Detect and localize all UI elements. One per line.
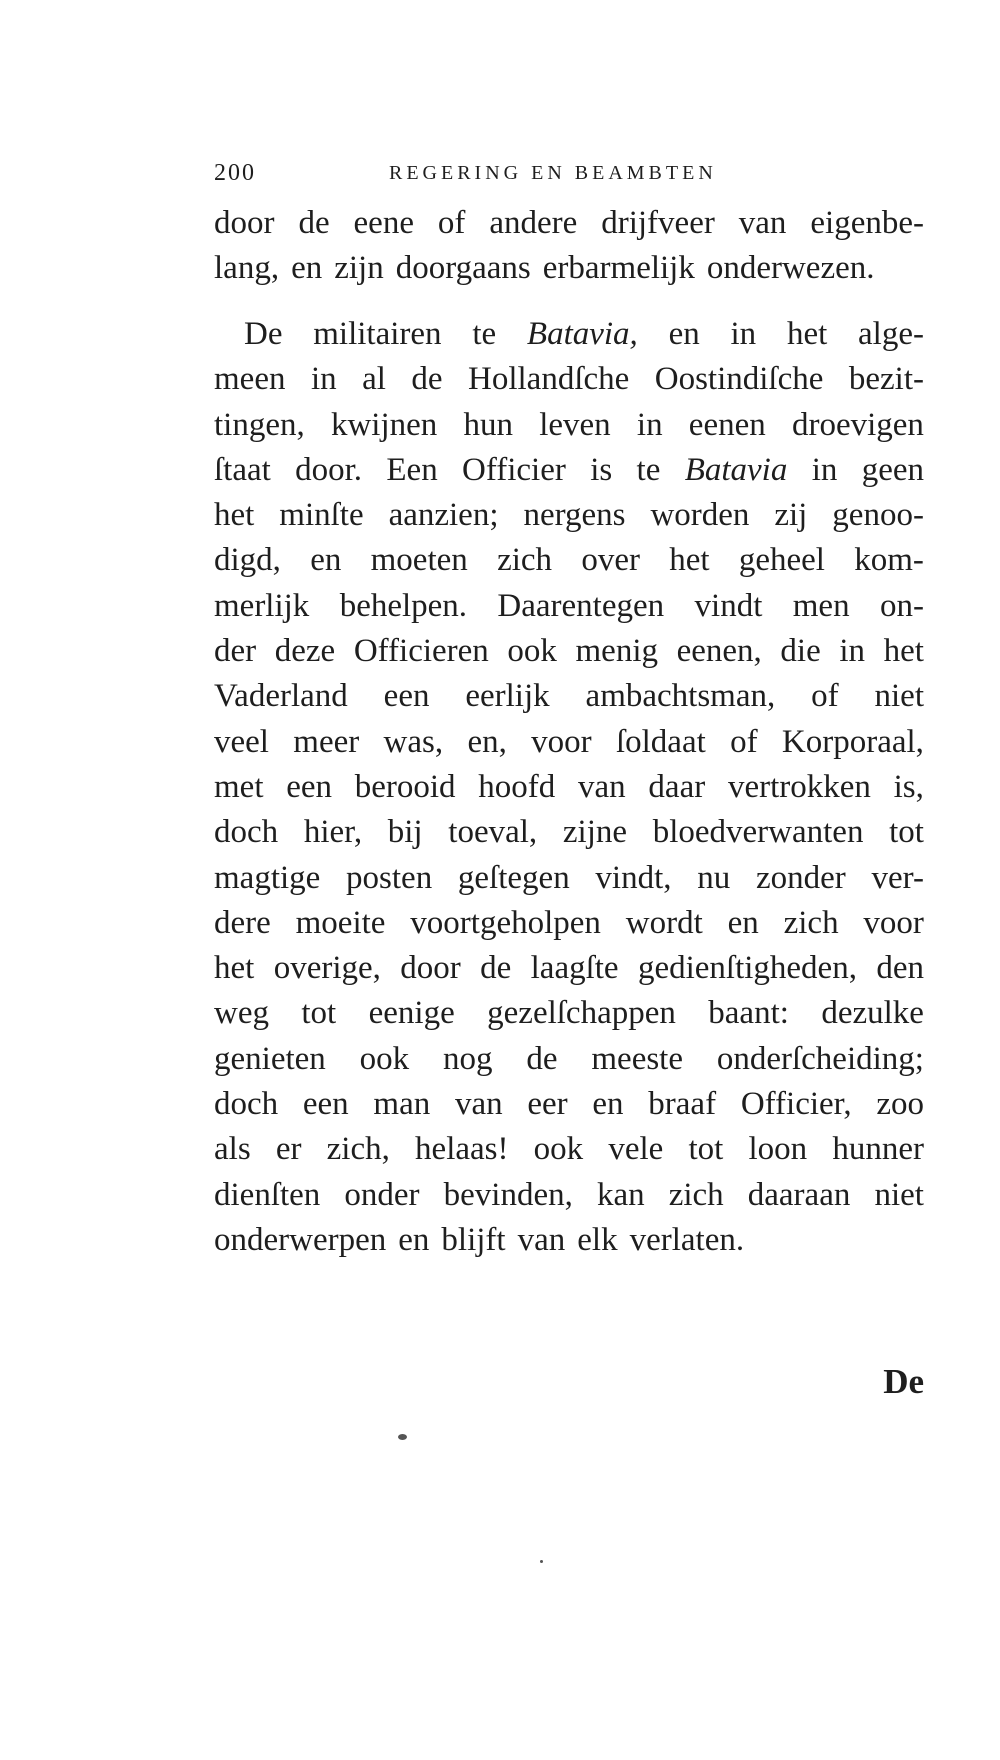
- text-line: [214, 1218, 924, 1263]
- word: Batavia,: [526, 316, 638, 352]
- text-line: [214, 765, 924, 810]
- word: voortgeholpen: [410, 904, 601, 941]
- word: niet: [874, 1176, 924, 1213]
- word: overige,: [273, 950, 381, 987]
- text-line: [214, 357, 924, 402]
- word: zonder: [755, 859, 846, 896]
- word: is: [590, 451, 613, 488]
- word: meer: [293, 723, 360, 760]
- word: bezit-: [848, 361, 924, 398]
- word: bij: [387, 814, 423, 851]
- word: of: [811, 678, 839, 715]
- word: en: [398, 1221, 430, 1258]
- text-line: [214, 1127, 924, 1172]
- word: zich,: [326, 1131, 390, 1168]
- word: Daarentegen: [497, 587, 665, 624]
- word: of: [437, 205, 466, 241]
- word: Oostindiſche: [654, 361, 824, 398]
- word: eerlijk: [465, 678, 550, 715]
- word: kom-: [854, 542, 924, 579]
- word: was,: [383, 723, 444, 760]
- word: eenige: [368, 995, 455, 1032]
- text-line: [214, 312, 924, 357]
- word: zijne: [562, 814, 628, 851]
- word: voor: [863, 904, 924, 941]
- ink-speck: [540, 1560, 543, 1563]
- word: zoo: [876, 1086, 924, 1123]
- paragraph-2: [214, 312, 924, 1263]
- word: leven: [539, 406, 611, 443]
- word: van: [454, 1086, 503, 1123]
- word: Batavia: [684, 451, 788, 488]
- word: te: [472, 316, 497, 352]
- word: baant:: [708, 995, 789, 1032]
- word: het: [669, 542, 710, 579]
- word: en: [668, 316, 700, 352]
- text-line: [214, 246, 924, 291]
- word: kan: [596, 1176, 645, 1213]
- text-line: [214, 1082, 924, 1127]
- word: loon: [748, 1131, 808, 1168]
- word: geheel: [738, 542, 825, 579]
- word: veel: [214, 723, 269, 760]
- word: berooid: [354, 768, 456, 805]
- word: Officieren: [353, 633, 489, 670]
- text-line: [214, 584, 924, 629]
- word: de: [411, 361, 443, 398]
- word: vindt,: [595, 859, 672, 896]
- word: genoo-: [832, 497, 924, 534]
- text-line: [214, 810, 924, 855]
- word: door: [400, 950, 461, 987]
- word: met: [214, 768, 264, 805]
- word: zijn: [334, 250, 384, 287]
- word: doorgaans: [395, 250, 531, 287]
- word: als: [214, 1131, 251, 1168]
- word: het: [214, 497, 255, 534]
- word: zich: [497, 542, 553, 579]
- word: en: [592, 1086, 624, 1123]
- word: weg: [214, 995, 269, 1032]
- word: onder: [344, 1176, 420, 1213]
- word: eenen: [688, 406, 766, 443]
- word: meeste: [591, 1040, 683, 1077]
- word: een: [302, 1086, 349, 1123]
- word: eigenbe-: [810, 205, 924, 241]
- word: meen: [214, 361, 286, 398]
- word: moeten: [370, 542, 468, 579]
- word: nu: [697, 859, 731, 896]
- word: hunner: [832, 1131, 924, 1168]
- word: droevigen: [791, 406, 924, 443]
- word: en: [727, 904, 759, 941]
- word: gedienſtigheden,: [637, 950, 857, 987]
- word: ook: [507, 633, 557, 670]
- word: ook: [533, 1131, 584, 1168]
- word: tot: [688, 1131, 724, 1168]
- word: Officier: [462, 451, 566, 488]
- word: doch: [214, 1086, 279, 1123]
- word: verlaten.: [629, 1221, 745, 1258]
- word: onderſcheiding;: [716, 1040, 924, 1077]
- word: erbarmelijk: [542, 250, 695, 287]
- word: ſtaat: [214, 451, 271, 488]
- word: tingen,: [214, 406, 305, 443]
- text-line: [214, 720, 924, 765]
- word: laagſte: [530, 950, 619, 987]
- word: het: [883, 633, 924, 670]
- word: digd,: [214, 542, 281, 579]
- word: toeval,: [448, 814, 538, 851]
- word: niet: [874, 678, 924, 715]
- word: al: [362, 361, 386, 398]
- word: er: [275, 1131, 302, 1168]
- text-line: [214, 629, 924, 674]
- word: Korporaal,: [781, 723, 924, 760]
- word: en: [291, 250, 323, 287]
- word: geen: [861, 451, 924, 488]
- word: worden: [650, 497, 750, 534]
- word: eene: [353, 205, 414, 241]
- word: on-: [879, 587, 924, 624]
- word: eer: [527, 1086, 568, 1123]
- word: merlijk: [214, 587, 310, 624]
- word: over: [581, 542, 640, 579]
- word: tot: [889, 814, 924, 851]
- word: menig: [575, 633, 658, 670]
- word: Een: [386, 451, 438, 488]
- word: te: [636, 451, 661, 488]
- paragraph-1: [214, 201, 924, 292]
- catchword: De: [883, 1362, 924, 1401]
- word: zich: [783, 904, 839, 941]
- word: ver-: [871, 859, 924, 896]
- word: van: [517, 1221, 566, 1258]
- word: Officier,: [740, 1086, 852, 1123]
- word: en,: [467, 723, 507, 760]
- word: minſte: [279, 497, 364, 534]
- word: bevinden,: [443, 1176, 573, 1213]
- word: doch: [214, 814, 279, 851]
- word: wordt: [625, 904, 703, 941]
- word: drijfveer: [601, 205, 715, 241]
- word: nog: [443, 1040, 493, 1077]
- word: der: [214, 633, 257, 670]
- word: andere: [489, 205, 578, 241]
- word: in: [811, 451, 838, 488]
- text-line: [214, 856, 924, 901]
- word: in: [636, 406, 663, 443]
- word: een: [286, 768, 333, 805]
- text-line: [214, 991, 924, 1036]
- word: ſoldaat: [615, 723, 706, 760]
- word: gezelſchappen: [487, 995, 676, 1032]
- running-title: REGERING EN BEAMBTEN: [389, 162, 717, 184]
- word: een: [383, 678, 430, 715]
- word: van: [738, 205, 787, 241]
- word: deze: [274, 633, 336, 670]
- word: tot: [301, 995, 337, 1032]
- word: onderwerpen: [214, 1221, 387, 1258]
- word: in: [839, 633, 866, 670]
- text-line: [214, 1173, 924, 1218]
- word: bloedverwanten: [652, 814, 864, 851]
- word: aanzien;: [388, 497, 499, 534]
- word: De: [244, 316, 283, 352]
- word: posten: [346, 859, 433, 896]
- word: hun: [463, 406, 513, 443]
- word: dere: [214, 904, 271, 941]
- word: daaraan: [747, 1176, 851, 1213]
- word: de: [480, 950, 512, 987]
- word: dezulke: [821, 995, 924, 1032]
- word: de: [298, 205, 330, 241]
- word: ook: [359, 1040, 410, 1077]
- word: van: [578, 768, 626, 805]
- word: moeite: [295, 904, 386, 941]
- word: Vaderland: [214, 678, 348, 715]
- word: en: [310, 542, 342, 579]
- word: onderwezen.: [706, 250, 875, 287]
- word: door: [214, 205, 275, 241]
- word: die: [780, 633, 821, 670]
- word: hier,: [303, 814, 363, 851]
- word: in: [310, 361, 337, 398]
- word: alge-: [858, 316, 924, 352]
- word: blijft: [441, 1221, 506, 1258]
- word: behelpen.: [339, 587, 468, 624]
- text-line: [214, 674, 924, 719]
- word: man: [373, 1086, 431, 1123]
- word: den: [876, 950, 924, 987]
- word: genieten: [214, 1040, 326, 1077]
- word: vele: [608, 1131, 664, 1168]
- word: eenen,: [676, 633, 762, 670]
- word: de: [526, 1040, 558, 1077]
- text-line: [214, 493, 924, 538]
- word: ambachtsman,: [585, 678, 776, 715]
- word: militairen: [313, 316, 442, 352]
- word: elk: [577, 1221, 618, 1258]
- text-line: [214, 448, 924, 493]
- word: lang,: [214, 250, 280, 287]
- text-line: [214, 538, 924, 583]
- word: zich: [668, 1176, 724, 1213]
- word: is,: [893, 768, 924, 805]
- word: geſtegen: [457, 859, 570, 896]
- ink-speck: [398, 1434, 407, 1440]
- text-line: [214, 946, 924, 991]
- word: of: [730, 723, 758, 760]
- word: in: [730, 316, 757, 352]
- word: zij: [774, 497, 808, 534]
- word: braaf: [648, 1086, 717, 1123]
- word: dienſten: [214, 1176, 321, 1213]
- word: magtige: [214, 859, 321, 896]
- text-line: [214, 1037, 924, 1082]
- word: Hollandſche: [468, 361, 630, 398]
- text-line: [214, 201, 924, 246]
- word: vertrokken: [727, 768, 871, 805]
- word: door.: [295, 451, 363, 488]
- word: daar: [648, 768, 706, 805]
- word: het: [214, 950, 255, 987]
- word: nergens: [523, 497, 626, 534]
- text-line: [214, 403, 924, 448]
- word: voor: [531, 723, 592, 760]
- word: vindt: [694, 587, 763, 624]
- word: men: [792, 587, 850, 624]
- word: het: [786, 316, 828, 352]
- word: hoofd: [478, 768, 556, 805]
- word: kwijnen: [330, 406, 438, 443]
- page-number: 200: [214, 160, 256, 186]
- running-header: [214, 160, 924, 190]
- text-line: [214, 901, 924, 946]
- word: helaas!: [415, 1131, 509, 1168]
